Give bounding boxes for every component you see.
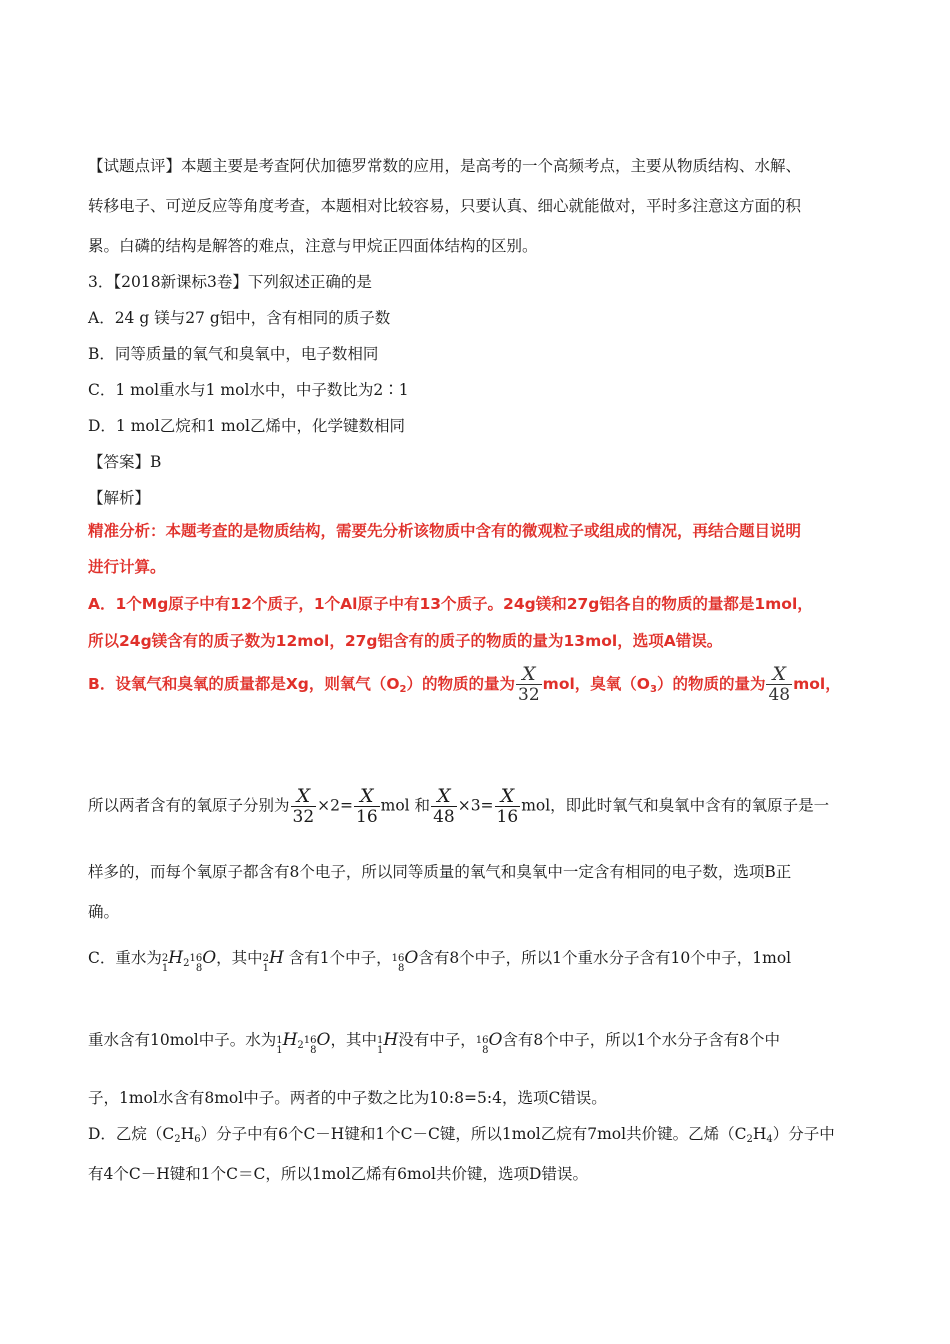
oxygen-16-symbol: 16 8 O bbox=[391, 948, 419, 974]
deuterium-symbol: 2 1 H bbox=[262, 948, 284, 974]
option-a: A．24 g 镁与27 g铝中，含有相同的质子数 bbox=[88, 309, 391, 327]
analysis-d-line-1: D．乙烷$(C_2H_6)$分子中有6个C－H键和1个C－C键，所以1mol乙烷有7mol共价键。乙烯$(C_2H_4)$分子中 bbox=[88, 1125, 835, 1145]
question-stem: 3．【2018新课标3卷】下列叙述正确的是 bbox=[88, 273, 372, 291]
analysis-b-line-3: 确。 bbox=[88, 903, 120, 921]
option-c: C．1 mol重水与1 mol水中，中子数比为2∶1 bbox=[88, 381, 409, 399]
option-b: B．同等质量的氧气和臭氧中，电子数相同 bbox=[88, 345, 379, 363]
fraction-x-over-48: $\frac{X}{48}$ bbox=[768, 663, 791, 705]
fraction-x-over-48: $\frac{X}{48}$ bbox=[433, 785, 455, 827]
analysis-c-line-3: 子，1mol水含有8mol中子。两者的中子数之比为10:8=5:4，选项C错误。 bbox=[88, 1089, 607, 1107]
analysis-d-line-2: 有4个C－H键和1个C＝C，所以1mol乙烯有6mol共价键，选项D错误。 bbox=[88, 1165, 588, 1183]
comment-line-3: 累。白磷的结构是解答的难点，注意与甲烷正四面体结构的区别。 bbox=[88, 237, 538, 255]
fraction-x-over-16: $\frac{X}{16}$ bbox=[356, 785, 378, 827]
fraction-x-over-16: $\frac{X}{16}$ bbox=[496, 785, 519, 827]
analysis-heading: 【解析】 bbox=[88, 489, 151, 507]
heavy-water-formula: 2 1 $H_2$ 16 8 O bbox=[161, 948, 217, 974]
analysis-red-line-3: A．1个Mg原子中有12个质子，1个Al原子中有13个质子。24g镁和27g铝各自的物质的量都是1mol， bbox=[88, 595, 813, 613]
option-d: D．1 mol乙烷和1 mol乙烯中，化学键数相同 bbox=[88, 417, 405, 435]
analysis-c-line-2: 重水含有10mol中子。水为 1 1 $H_2$ 16 8 O，其中 1 1 H没有中子， 16 8 O含有8个中子，所以1个水分子含有8个中 bbox=[88, 1030, 780, 1056]
analysis-c-line-1: C．重水为 2 1 $H_2$ 16 8 O，其中 2 1 H 含有1个中子， 16 8 O含有8个中子，所以1个重水分子含有10个中子，1mol bbox=[88, 948, 792, 974]
oxygen-16-symbol: 16 8 O bbox=[475, 1030, 503, 1056]
answer-line: 【答案】B bbox=[88, 453, 162, 471]
fraction-x-over-32: $\frac{X}{32}$ bbox=[518, 663, 540, 705]
comment-line-2: 转移电子、可逆反应等角度考查，本题相对比较容易，只要认真、细心就能做对，平时多注意这方面的积 bbox=[88, 197, 802, 215]
oxygen-atoms-line: 所以两者含有的氧原子分别为 $\frac{X}{32}$ ×2= $\frac{X}{16}$ mol 和 $\frac{X}{48}$ ×3= $\frac{X}{16}$ mol，即此时氧气和臭氧中含有的氧原子是一 bbox=[88, 785, 830, 827]
analysis-b-line-2: 样多的，而每个氧原子都含有8个电子，所以同等质量的氧气和臭氧中一定含有相同的电子数，选项B正 bbox=[88, 863, 792, 881]
analysis-red-line-2: 进行计算。 bbox=[88, 558, 166, 576]
analysis-red-line-1: 精准分析：本题考查的是物质结构，需要先分析该物质中含有的微观粒子或组成的情况，再结合题目说明 bbox=[88, 522, 802, 540]
analysis-red-line-5: B．设氧气和臭氧的质量都是Xg，则氧气$(O_2)$的物质的量为 $\frac{X}{32}$ mol，臭氧$(O_3)$的物质的量为 $\frac{X}{48}$ mol， bbox=[88, 663, 841, 705]
analysis-red-line-4: 所以24g镁含有的质子数为12mol，27g铝含有的质子的物质的量为13mol，选项A错误。 bbox=[88, 632, 723, 650]
protium-symbol: 1 1 H bbox=[376, 1030, 399, 1056]
fraction-x-over-32: $\frac{X}{32}$ bbox=[292, 785, 315, 827]
water-formula: 1 1 $H_2$ 16 8 O bbox=[276, 1030, 331, 1056]
comment-line-1: 【试题点评】本题主要是考查阿伏加德罗常数的应用，是高考的一个高频考点，主要从物质结构、水解、 bbox=[88, 157, 802, 175]
